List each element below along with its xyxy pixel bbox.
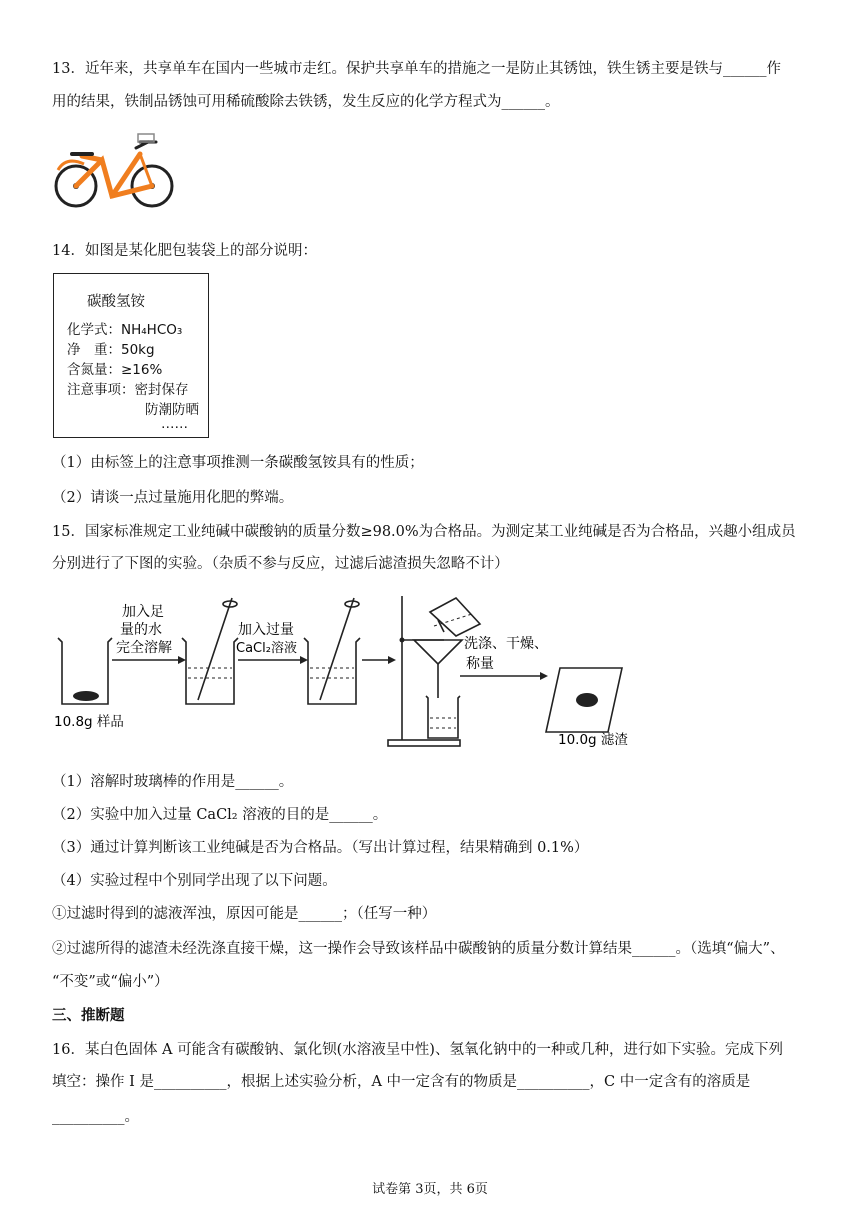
q16-line1: 16．某白色固体 A 可能含有碳酸钠、氯化钡(水溶液呈中性)、氢氧化钠中的一种或几种，进行如下实验。完成下列 [52, 1042, 783, 1058]
step2-label-b: CaCl₂溶液 [236, 641, 297, 656]
step2-label-a: 加入过量 [238, 622, 294, 638]
label-title: 碳酸氢铵 [87, 294, 145, 310]
section-title: 三、推断题 [52, 1008, 125, 1024]
page-footer: 试卷第 3页，共 6页 [372, 1182, 488, 1197]
step3-label-a: 洗涤、干燥、 [464, 636, 548, 652]
q13-line2: 用的结果，铁制品锈蚀可用稀硫酸除去铁锈，发生反应的化学方程式为______。 [52, 94, 560, 110]
fertilizer-label [53, 273, 209, 438]
q16-line2: 填空：操作 I 是__________，根据上述实验分析，A 中一定含有的物质是__________，C 中一定含有的溶质是 [52, 1074, 751, 1090]
label-formula: 化学式：NH₄HCO₃ [67, 322, 183, 338]
label-notes: 注意事项：密封保存 [67, 382, 189, 398]
q15-line2: 分别进行了下图的实验。（杂质不参与反应，过滤后滤渣损失忽略不计） [52, 556, 509, 572]
sample-label: 10.8g 样品 [54, 714, 124, 730]
experiment-diagram [52, 590, 642, 750]
q15-sub4-2a: ②过滤所得的滤渣未经洗涤直接干燥，这一操作会导致该样品中碳酸钠的质量分数计算结果______。（选填“偏大”、 [52, 941, 785, 957]
q15-sub1: （1）溶解时玻璃棒的作用是______。 [52, 774, 294, 790]
step1-label-a: 加入足 [122, 604, 164, 620]
label-notes-2: 防潮防晒 [145, 402, 199, 418]
q15-sub2: （2）实验中加入过量 CaCl₂ 溶液的目的是______。 [52, 807, 388, 823]
q14-line1: 14．如图是某化肥包装袋上的部分说明： [52, 243, 317, 259]
q15-sub4: （4）实验过程中个别同学出现了以下问题。 [52, 873, 337, 889]
q15-sub4-1: ①过滤时得到的滤液浑浊，原因可能是______；（任写一种） [52, 906, 437, 922]
q16-line3: __________。 [52, 1109, 139, 1125]
step1-label-c: 完全溶解 [116, 640, 172, 656]
bicycle-illustration [52, 126, 178, 216]
step1-label-b: 量的水 [120, 622, 162, 638]
residue-label: 10.0g 滤渣 [558, 732, 628, 748]
label-nitrogen: 含氮量：≥16% [67, 362, 163, 378]
q15-line1: 15．国家标准规定工业纯碱中碳酸钠的质量分数≥98.0%为合格品。为测定某工业纯碱是否为合格品，兴趣小组成员 [52, 524, 796, 540]
label-ellipsis: …… [161, 416, 188, 432]
q15-sub3: （3）通过计算判断该工业纯碱是否为合格品。（写出计算过程，结果精确到 0.1%） [52, 840, 589, 856]
step3-label-b: 称量 [466, 656, 494, 672]
q13-line1: 13．近年来，共享单车在国内一些城市走红。保护共享单车的措施之一是防止其锈蚀，铁生锈主要是铁与______作 [52, 61, 781, 77]
q14-sub1: （1）由标签上的注意事项推测一条碳酸氢铵具有的性质； [52, 455, 424, 471]
label-weight: 净 重：50kg [67, 342, 155, 358]
q14-sub2: （2）请谈一点过量施用化肥的弊端。 [52, 490, 294, 506]
q15-sub4-2b: “不变”或“偏小”） [52, 974, 169, 990]
